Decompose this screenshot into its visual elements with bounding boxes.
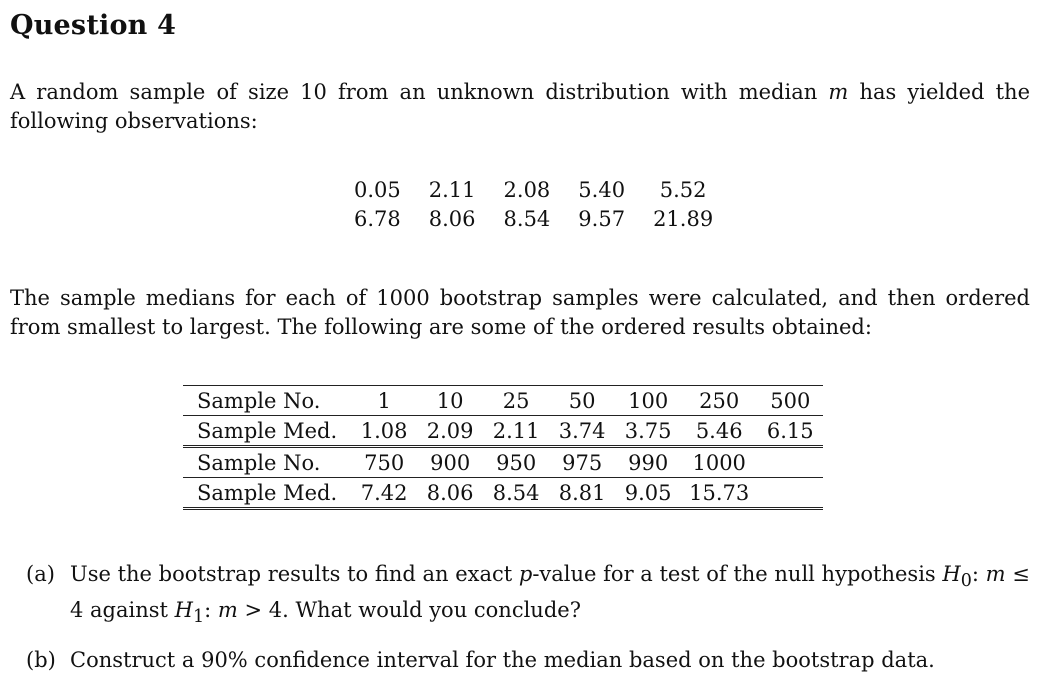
observation-value: 8.54 [503, 206, 551, 231]
table-cell: 5.46 [681, 416, 757, 447]
table-cell: 25 [483, 386, 549, 416]
text-run: ≤ 4 against [70, 562, 1030, 623]
part-label: (a) [26, 562, 55, 586]
table-cell: 2.11 [483, 416, 549, 447]
text-run: Use the bootstrap results to find an exact [70, 562, 519, 586]
row-label: Sample No. [183, 386, 351, 416]
text-run: : [971, 562, 986, 586]
table-cell: 3.74 [549, 416, 615, 447]
question-part-b [26, 646, 1031, 675]
observations-row [340, 204, 727, 233]
table-cell [757, 447, 823, 478]
p-symbol: p [518, 562, 533, 586]
table-cell: 3.75 [615, 416, 681, 447]
part-b-text: Construct a 90% confidence interval for the median based on the bootstrap data. [70, 648, 935, 672]
question-part-a [26, 560, 1031, 632]
observation-value: 8.06 [428, 206, 476, 231]
table-cell: 990 [615, 447, 681, 478]
table-cell: 950 [483, 447, 549, 478]
median-symbol: m [217, 598, 238, 623]
part-label: (b) [26, 648, 56, 672]
observation-value: 6.78 [354, 206, 401, 231]
text-run: : [204, 598, 218, 623]
row-label: Sample Med. [183, 478, 351, 509]
h0-symbol: H [942, 562, 961, 586]
bootstrap-paragraph: The sample medians for each of 1000 bootstrap samples were calculated, and then ordered from smallest to largest. The following are some of the ordered results obtained: [10, 286, 1030, 339]
table-cell: 1000 [681, 447, 757, 478]
row-label: Sample No. [183, 447, 351, 478]
median-symbol: m [985, 562, 1006, 586]
observation-value: 2.08 [503, 177, 551, 202]
table-cell: 900 [417, 447, 483, 478]
bootstrap-table [183, 385, 823, 510]
observations-row [340, 175, 727, 204]
h1-subscript: 1 [192, 607, 205, 628]
observation-value: 9.57 [578, 206, 626, 231]
table-cell: 975 [549, 447, 615, 478]
text-run: -value for a test of the null hypothesis [532, 562, 943, 586]
table-cell [757, 478, 823, 509]
table-cell: 6.15 [757, 416, 823, 447]
table-cell: 1.08 [351, 416, 417, 447]
observations-block [340, 175, 727, 233]
table-row [183, 478, 823, 509]
row-label: Sample Med. [183, 416, 351, 447]
observation-value: 21.89 [653, 206, 714, 231]
observation-value: 0.05 [354, 177, 401, 202]
table-cell: 8.06 [417, 478, 483, 509]
table-cell: 7.42 [351, 478, 417, 509]
h1-symbol: H [174, 598, 193, 623]
table-cell: 100 [615, 386, 681, 416]
table-cell: 250 [681, 386, 757, 416]
intro-paragraph [10, 78, 1030, 136]
table-cell: 2.09 [417, 416, 483, 447]
table-cell: 10 [417, 386, 483, 416]
table-cell: 8.54 [483, 478, 549, 509]
observations-table [340, 175, 727, 233]
table-cell: 500 [757, 386, 823, 416]
observation-value: 5.52 [659, 177, 707, 202]
table-cell: 1 [351, 386, 417, 416]
table-cell: 9.05 [615, 478, 681, 509]
table-row [183, 386, 823, 416]
observation-value: 2.11 [428, 177, 476, 202]
text-run: > 4. What would you conclude? [237, 598, 581, 623]
table-cell: 8.81 [549, 478, 615, 509]
table-row [183, 447, 823, 478]
observation-value: 5.40 [578, 177, 626, 202]
bootstrap-table-block [183, 385, 823, 510]
table-cell: 750 [351, 447, 417, 478]
intro-text-post: has yielded the following observations: [10, 80, 1030, 133]
table-cell: 15.73 [681, 478, 757, 509]
table-row [183, 416, 823, 447]
h0-subscript: 0 [960, 571, 972, 592]
table-cell: 50 [549, 386, 615, 416]
median-symbol: m [828, 80, 849, 104]
part-a-text [70, 560, 1031, 632]
intro-text-pre: A random sample of size 10 from an unknown distribution with median [10, 80, 829, 104]
question-title: Question 4 [10, 10, 177, 41]
